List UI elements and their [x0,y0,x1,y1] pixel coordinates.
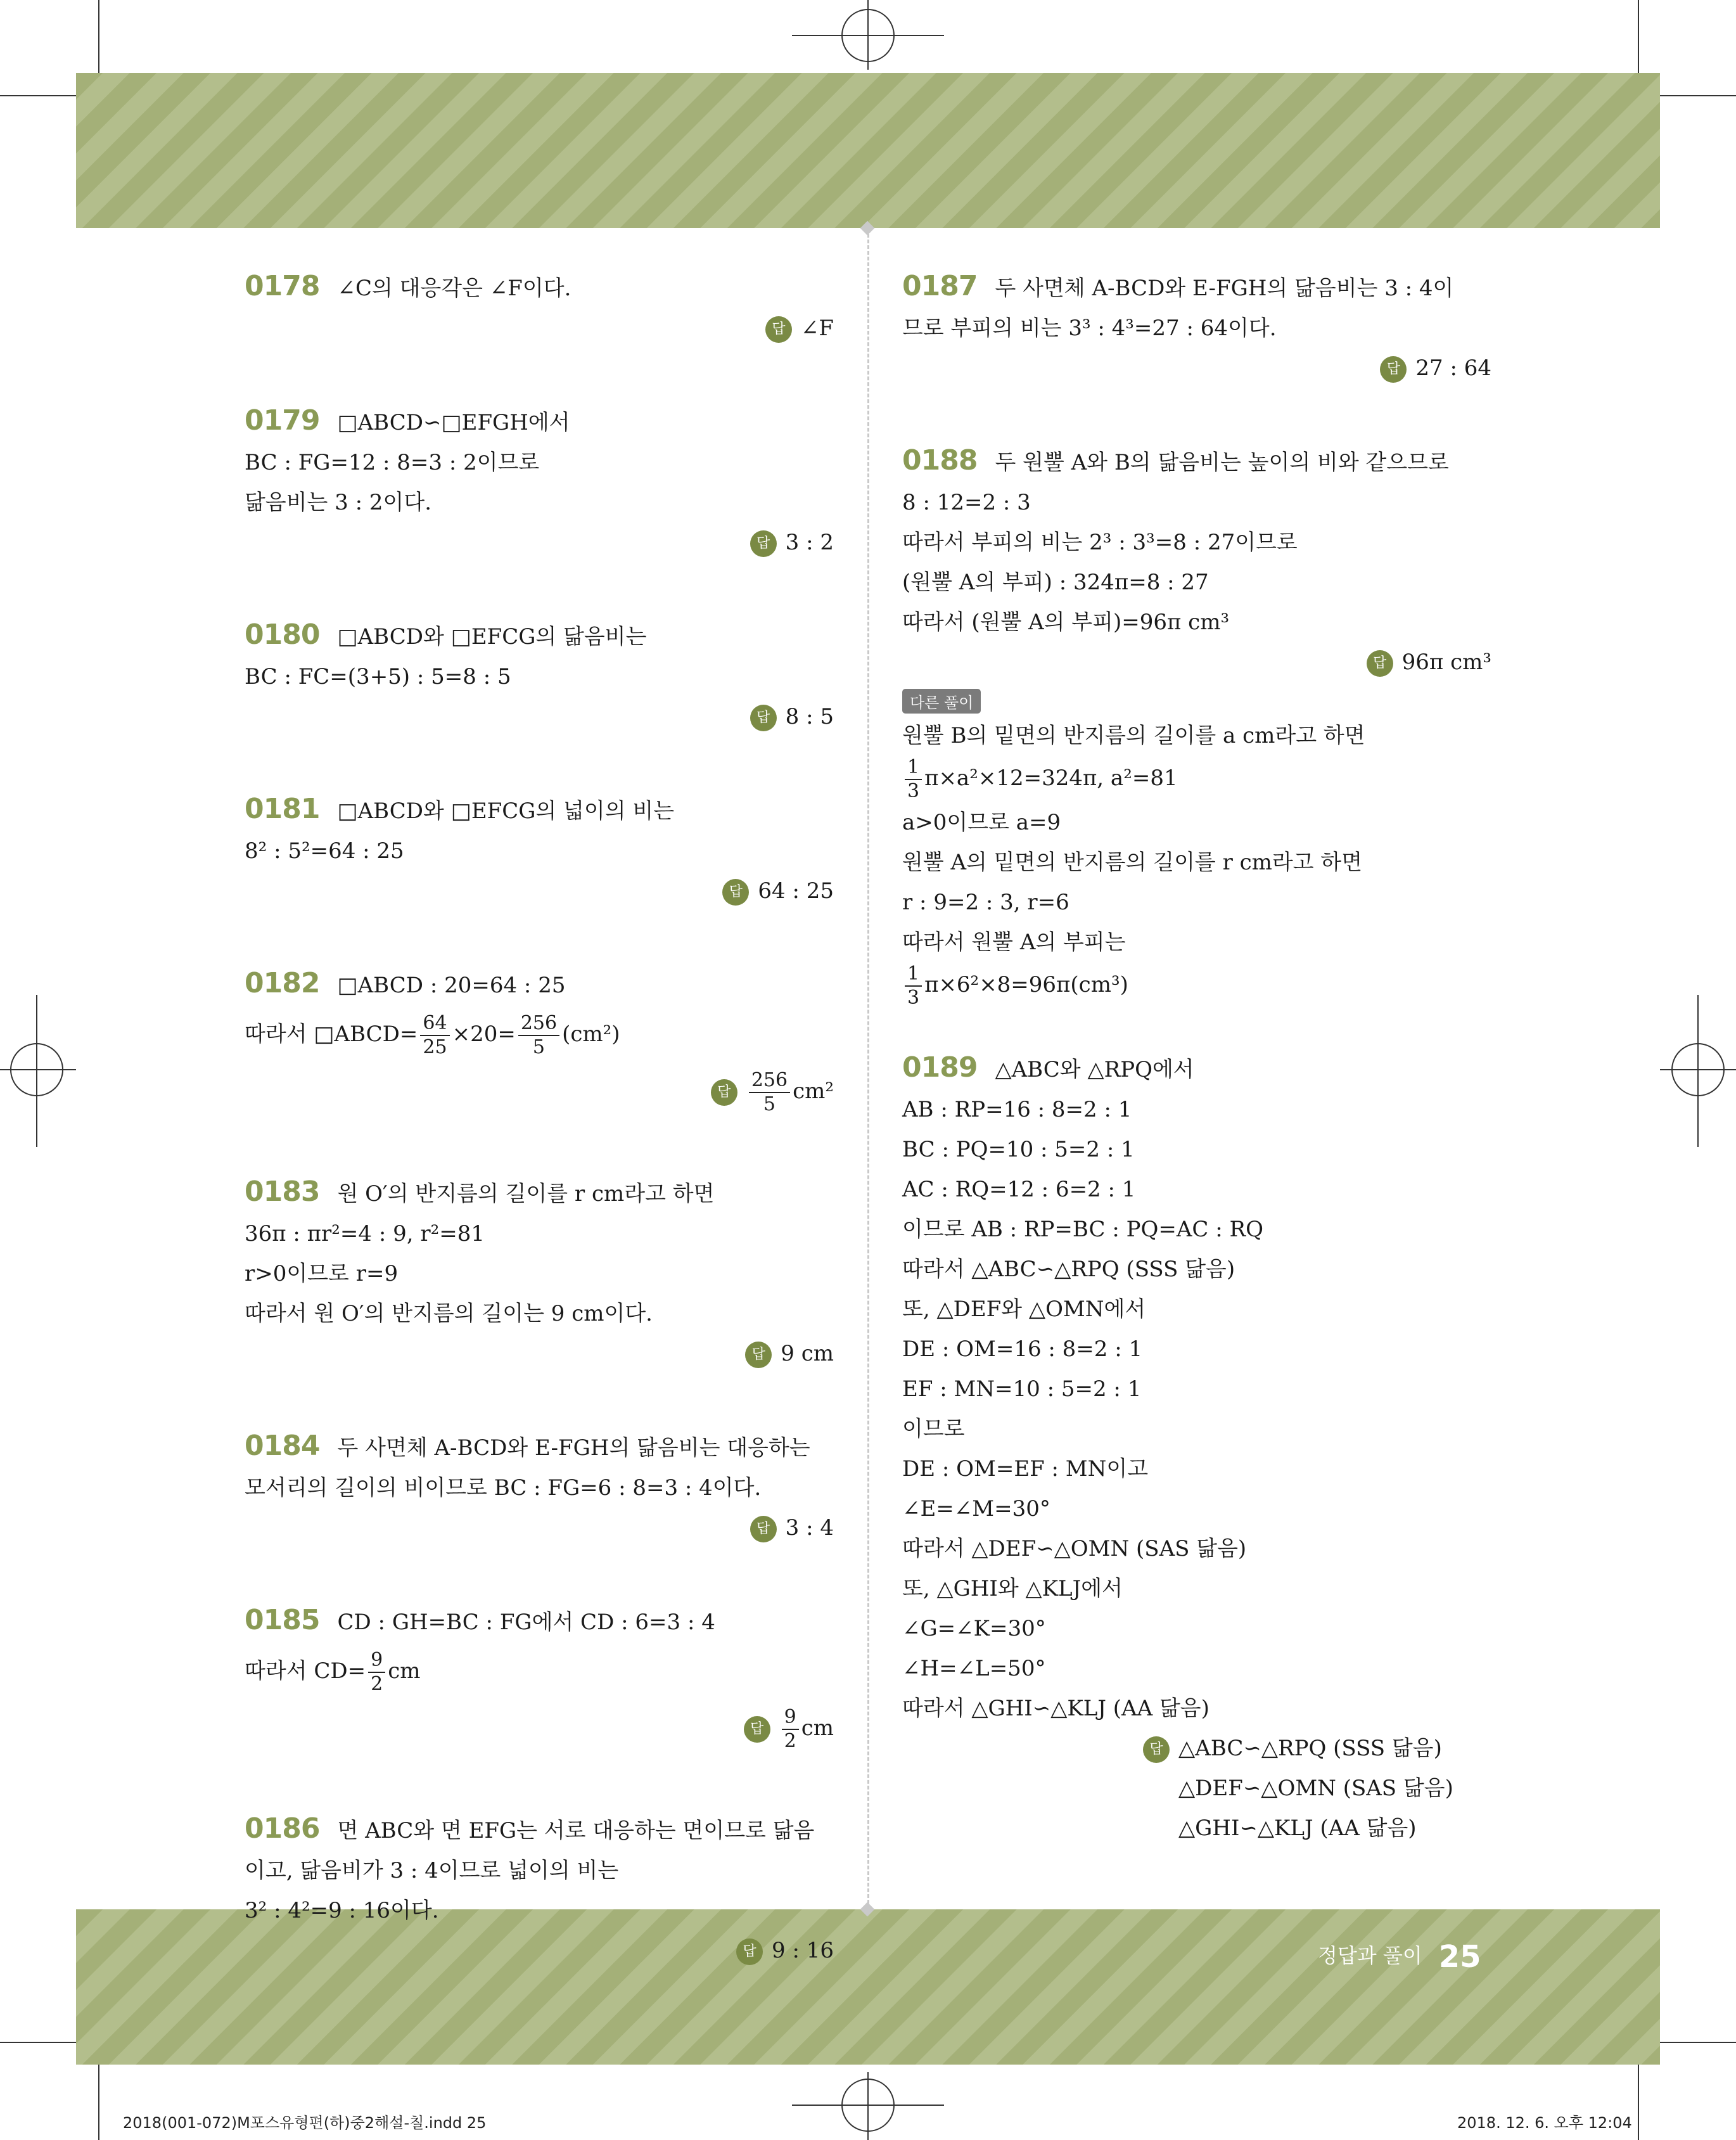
solution-line: 따라서 원 O′의 반지름의 길이는 9 cm이다. [245,1301,653,1326]
answer [245,1931,834,1971]
problem-0183 [245,1172,834,1374]
problem-0186 [245,1809,834,1971]
solution-line: BC : PQ=10 : 5=2 : 1 [902,1137,1135,1162]
fraction: $\frac{1}{3}$ [905,756,922,803]
fraction [518,1012,559,1059]
fraction-denominator: 5 [763,1093,775,1115]
solution-row [245,266,834,309]
solution-line: 두 사면체 A-BCD와 E-FGH의 닮음비는 3 : 4이 [995,276,1454,301]
answer [245,1063,834,1120]
problem-0188 [902,440,1491,1009]
fraction [368,1649,385,1696]
answer [245,871,834,911]
fraction-numerator: 9 [782,1706,799,1730]
solution-row [245,1600,834,1643]
answer [245,1700,834,1757]
answer-badge: 답 [750,705,777,731]
answer-text: 64 : 25 [758,878,834,904]
solution-row [245,831,834,871]
solution-row [245,483,834,523]
slug-filename: 2018(001-072)M포스유형편(하)중2해설-칠.indd 25 [123,2114,487,2132]
problem-0182 [245,963,834,1120]
solution-line: 또, △DEF와 △OMN에서 [902,1297,1146,1322]
answer [902,643,1491,682]
answer-text: 3 : 4 [785,1515,834,1541]
solution-row [245,1006,834,1063]
answer [245,523,834,563]
solution-row [245,963,834,1006]
solution-line: 따라서 (원뿔 A의 부피)=96π cm³ [902,610,1230,635]
solution-line: AB : RP=16 : 8=2 : 1 [902,1097,1132,1122]
answer-text: 96π cm³ [1401,650,1491,675]
answer [245,1334,834,1374]
fraction [749,1069,790,1116]
solution-line: 이므로 [902,1416,965,1442]
fraction-denominator: 25 [423,1036,447,1058]
answer-unit: cm² [793,1079,834,1104]
solution-line: ∠E=∠M=30° [902,1496,1050,1522]
fraction [782,1706,799,1753]
fraction-numerator: 256 [518,1012,559,1036]
solution-line: 36π : πr²=4 : 9, r²=81 [245,1221,485,1246]
solution-line: r>0이므로 r=9 [245,1261,399,1286]
solution-row [245,1809,834,1851]
solution-line: (cm²) [562,1022,620,1047]
answer-badge: 답 [722,879,749,906]
solution-row [245,1172,834,1214]
answer [245,309,834,349]
solution-row [245,789,834,831]
solution-line: □ABCD와 □EFCG의 닮음비는 [337,624,647,650]
alternate-solution-label: 다른 풀이 [902,689,981,714]
answer-text: △ABC∽△RPQ (SSS 닮음) [1178,1736,1442,1761]
answer-text: 9 cm [781,1341,834,1366]
solution-line: 8 : 12=2 : 3 [902,490,1031,515]
fraction [420,1012,449,1059]
solution-line: DE : OM=EF : MN이고 [902,1456,1149,1482]
answer-text: 27 : 64 [1415,356,1491,381]
answer-badge: 답 [750,530,777,557]
problem-number: 0178 [245,270,320,302]
problem-number: 0180 [245,618,320,651]
answer [245,697,834,737]
answer-text: 9 : 16 [772,1938,834,1963]
solution-row [245,1468,834,1508]
solution-line: BC : FC=(3+5) : 5=8 : 5 [245,664,511,689]
answer-badge: 답 [745,1342,772,1368]
solution-line: (원뿔 A의 부피) : 324π=8 : 27 [902,570,1209,595]
problem-number: 0182 [245,967,320,999]
problem-number: 0186 [245,1812,320,1845]
problem-0180 [245,615,834,737]
problem-number: 0185 [245,1604,320,1636]
problem-number: 0188 [902,444,978,477]
solution-line: BC : FG=12 : 8=3 : 2이므로 [245,450,540,475]
solution-line: 므로 부피의 비는 3³ : 4³=27 : 64이다. [902,316,1277,341]
solution-line: 8² : 5²=64 : 25 [245,838,404,864]
solution-row [245,1426,834,1468]
solution-line: 따라서 △ABC∽△RPQ (SSS 닮음) [902,1257,1235,1282]
page-footer [1318,1939,1481,1975]
fraction-denominator: 5 [532,1036,546,1058]
solution-row [245,1851,834,1891]
solution-row [245,615,834,657]
answer-badge: 답 [736,1938,763,1965]
solution-line: 이고, 닮음비가 3 : 4이므로 넓이의 비는 [245,1858,619,1883]
solution-line: π×6²×8=96π(cm³) [924,972,1128,997]
answer-badge: 답 [1367,650,1393,677]
problem-number: 0183 [245,1176,320,1208]
fraction: $\frac{1}{3}$ [905,963,922,1009]
solution-line: 따라서 △GHI∽△KLJ (AA 닮음) [902,1696,1209,1721]
solution-row [245,1254,834,1294]
solution-line: 원 O′의 반지름의 길이를 r cm라고 하면 [337,1181,715,1207]
problem-number: 0181 [245,793,320,825]
footer-label: 정답과 풀이 [1318,1944,1422,1968]
solution-line: EF : MN=10 : 5=2 : 1 [902,1376,1142,1402]
fraction-denominator: 2 [371,1673,383,1695]
problem-0179 [245,400,834,563]
solution-line: r : 9=2 : 3, r=6 [902,890,1069,915]
problem-0184 [245,1426,834,1548]
solution-line: 두 원뿔 A와 B의 닮음비는 높이의 비와 같으므로 [995,450,1449,475]
problem-0181 [245,789,834,911]
answer-text: ∠F [800,316,834,341]
solution-line: 또, △GHI와 △KLJ에서 [902,1576,1123,1601]
solution-line: △ABC와 △RPQ에서 [995,1057,1194,1082]
header-band [76,73,1660,228]
solution-line: 이므로 AB : RP=BC : PQ=AC : RQ [902,1217,1263,1242]
answer-text: 8 : 5 [785,704,834,729]
solution-row [245,1294,834,1334]
solution-line: □ABCD∽□EFGH에서 [337,410,570,435]
solution-line: 따라서 CD= [245,1658,366,1684]
solution-line: ∠C의 대응각은 ∠F이다. [337,276,571,301]
solution-line: 두 사면체 A-BCD와 E-FGH의 닮음비는 대응하는 [337,1435,810,1461]
answer-badge: 답 [1143,1736,1170,1763]
answer-badge: 답 [744,1716,770,1743]
answer [245,1508,834,1548]
answer-badge: 답 [711,1079,737,1106]
solution-line: ∠G=∠K=30° [902,1616,1046,1641]
solution-line: 모서리의 길이의 비이므로 BC : FG=6 : 8=3 : 4이다. [245,1475,762,1501]
right-column [902,266,1491,1900]
solution-line: cm [388,1658,421,1684]
answer-badge: 답 [765,316,792,343]
fraction-numerator: 64 [420,1012,449,1036]
solution-line: ∠H=∠L=50° [902,1656,1046,1681]
solution-row [245,1891,834,1931]
problem-number: 0187 [902,270,978,302]
problem-0178 [245,266,834,349]
problem-0189 [902,1048,1491,1848]
solution-line: 따라서 원뿔 A의 부피는 [902,930,1126,955]
fraction-numerator: 256 [749,1069,790,1093]
solution-line: DE : OM=16 : 8=2 : 1 [902,1336,1143,1362]
answer-unit: cm [801,1715,834,1741]
answer-text: 3 : 2 [785,530,834,555]
problem-number: 0179 [245,404,320,437]
solution-row [245,443,834,483]
solution-line: 닮음비는 3 : 2이다. [245,490,432,515]
fraction-denominator: 2 [784,1730,796,1752]
slug-date: 2018. 12. 6. 오후 12:04 [1457,2114,1632,2132]
center-divider [867,228,869,1909]
problem-0185 [245,1600,834,1757]
solution-line: 따라서 □ABCD= [245,1022,418,1047]
solution-line: 따라서 △DEF∽△OMN (SAS 닮음) [902,1536,1247,1561]
problem-0187 [902,266,1491,388]
fraction-numerator: 9 [368,1649,385,1673]
solution-line: 3² : 4²=9 : 16이다. [245,1898,439,1923]
left-column [245,266,834,2023]
solution-line: AC : RQ=12 : 6=2 : 1 [902,1177,1136,1202]
solution-line: 원뿔 A의 밑면의 반지름의 길이를 r cm라고 하면 [902,850,1363,875]
solution-row [245,1214,834,1254]
answer-badge: 답 [750,1516,777,1542]
solution-line: □ABCD와 □EFCG의 넓이의 비는 [337,798,675,824]
solution-line: 면 ABC와 면 EFG는 서로 대응하는 면이므로 닮음 [337,1818,815,1843]
solution-line: □ABCD : 20=64 : 25 [337,973,566,998]
page-number: 25 [1438,1939,1481,1975]
answer-text: △DEF∽△OMN (SAS 닮음) [1178,1776,1453,1801]
solution-row [245,657,834,697]
answer-text: △GHI∽△KLJ (AA 닮음) [1178,1816,1417,1841]
solution-line: ×20= [452,1022,516,1047]
solution-line: a>0이므로 a=9 [902,810,1061,835]
solution-line: 원뿔 B의 밑면의 반지름의 길이를 a cm라고 하면 [902,723,1365,748]
solution-line: CD : GH=BC : FG에서 CD : 6=3 : 4 [337,1610,715,1635]
problem-number: 0189 [902,1051,978,1084]
answer-badge: 답 [1380,356,1407,383]
answer [902,349,1491,388]
problem-number: 0184 [245,1430,320,1462]
solution-row [245,1643,834,1700]
answer [902,1729,1491,1848]
solution-row [245,400,834,443]
solution-line: 따라서 부피의 비는 2³ : 3³=8 : 27이므로 [902,530,1298,555]
solution-line: π×a²×12=324π, a²=81 [924,766,1178,791]
